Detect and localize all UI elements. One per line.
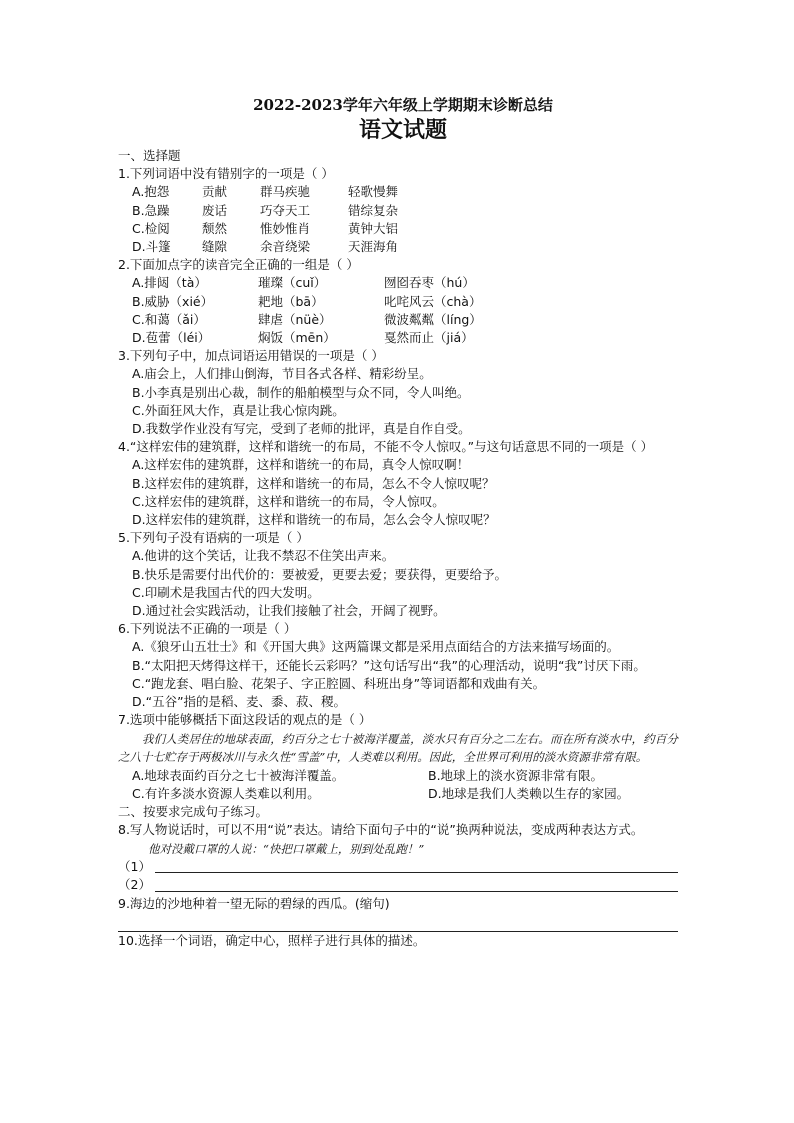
exam-title: 2022-2023学年六年级上学期期末诊断总结 [253,96,553,114]
option-word: 惟妙惟肖 [260,220,311,236]
option-pinyin: C.和蔼（ǎi） [132,311,206,327]
option-word: 缝隙 [202,239,228,255]
option-row-cd [118,785,678,803]
option-a: A.《狼牙山五壮士》和《开国大典》这两篇课文都是采用点面结合的方法来描写场面的。 [132,639,620,655]
question-3 [118,347,678,438]
option-word: C.检阅 [132,220,170,236]
option-row-c [118,220,678,238]
option-row-a [118,183,678,201]
question-8 [118,821,678,894]
question-stem: 10.选择一个词语，确定中心，照样子进行具体的描述。 [118,932,426,948]
answer-rule[interactable] [155,878,678,892]
answer-rule[interactable] [118,913,678,932]
option-row-c [118,311,678,329]
option-pinyin: D.苞蕾（léi） [132,330,211,346]
option-pinyin: 肆虐（nüè） [258,311,332,327]
option-a: A.庙会上，人们排山倒海，节目各式各样、精彩纷呈。 [132,366,432,382]
option-c: C.有许多淡水资源人类难以利用。 [132,785,320,801]
option-d: D.地球是我们人类赖以生存的家园。 [428,785,630,801]
option-d: D.通过社会实践活动，让我们接触了社会，开阔了视野。 [132,603,446,619]
option-row-b [118,293,678,311]
option-d: D.这样宏伟的建筑群，这样和谐统一的布局，怎么会令人惊叹呢？ [132,512,496,528]
option-pinyin: 焖饭（mēn） [258,330,336,346]
option-d: D.“五谷”指的是稻、麦、黍、菽、稷。 [132,694,347,710]
option-word: 天涯海角 [348,239,399,255]
question-6 [118,620,678,711]
option-a: A.这样宏伟的建筑群，这样和谐统一的布局，真令人惊叹啊！ [132,457,470,473]
option-pinyin: 璀璨（cuǐ） [258,275,327,291]
option-row-a [118,274,678,292]
option-pinyin: 耙地（bā） [258,293,324,309]
option-word: 巧夺天工 [260,202,311,218]
section-heading-2: 二、按要求完成句子练习。 [118,804,269,820]
option-word: D.斗篷 [132,239,171,255]
example-sentence: 他对没戴口罩的人说：“快把口罩戴上，别到处乱跑！” [148,841,425,856]
option-word: A.抱怨 [132,184,170,200]
option-pinyin: A.排闼（tà） [132,275,207,291]
option-a: A.他讲的这个笑话，让我不禁忍不住笑出声来。 [132,548,395,564]
option-word: 轻歌慢舞 [348,184,399,200]
question-stem: 2.下面加点字的读音完全正确的一组是（ ） [118,257,359,273]
option-word: B.急躁 [132,202,170,218]
option-d: D.我数学作业没有写完，受到了老师的批评，真是自作自受。 [132,421,471,437]
option-a: A.地球表面约百分之七十被海洋覆盖。 [132,767,345,783]
answer-rule[interactable] [155,859,678,873]
question-stem: 9.海边的沙地种着一望无际的碧绿的西瓜。(缩句) [118,895,390,911]
option-pinyin: 微波粼粼（líng） [384,311,482,327]
option-row-d [118,238,678,256]
option-b: B.“太阳把天烤得这样干，还能长云彩吗？”这句话写出“我”的心理活动，说明“我”讨厌下雨。 [132,657,646,673]
answer-label: （2） [118,877,151,893]
question-stem: 5.下列句子没有语病的一项是（ ） [118,530,309,546]
option-word: 废话 [202,202,228,218]
question-4 [118,438,678,529]
exam-subject: 语文试题 [358,117,447,143]
option-pinyin: 叱咤风云（chà） [384,293,482,309]
option-word: 余音绕梁 [260,239,311,255]
option-c: C.这样宏伟的建筑群，这样和谐统一的布局，令人惊叹。 [132,493,445,509]
option-c: C.外面狂风大作，真是让我心惊肉跳。 [132,402,345,418]
option-row-ab [118,767,678,785]
question-7 [118,711,678,803]
option-pinyin: B.威胁（xié） [132,293,214,309]
exam-page [118,96,678,950]
question-stem: 7.选项中能够概括下面这段话的观点的是（ ） [118,712,372,728]
answer-line-1[interactable] [118,858,678,876]
question-stem: 4.“这样宏伟的建筑群，这样和谐统一的布局，不能不令人惊叹。”与这句话意思不同的一项是（ ） [118,439,654,455]
question-2 [118,256,678,347]
option-pinyin: 戛然而止（jiá） [384,330,474,346]
option-row-b [118,202,678,220]
option-b: B.快乐是需要付出代价的：要被爱，更要去爱；要获得，更要给予。 [132,566,508,582]
question-stem: 3.下列句子中，加点词语运用错误的一项是（ ） [118,348,384,364]
option-b: B.这样宏伟的建筑群，这样和谐统一的布局，怎么不令人惊叹呢？ [132,475,495,491]
question-5 [118,529,678,620]
option-word: 贡献 [202,184,228,200]
option-word: 群马疾驰 [260,184,311,200]
option-b: B.小李真是别出心裁，制作的船舶模型与众不同，令人叫绝。 [132,384,470,400]
option-c: C.印刷术是我国古代的四大发明。 [132,584,320,600]
option-b: B.地球上的淡水资源非常有限。 [428,767,604,783]
option-pinyin: 囫囵吞枣（hú） [384,275,475,291]
option-c: C.“跑龙套、唱白脸、花架子、字正腔圆、科班出身”等词语都和戏曲有关。 [132,675,546,691]
option-word: 颓然 [202,220,228,236]
question-9 [118,895,678,932]
section-heading-1: 一、选择题 [118,148,181,163]
question-10 [118,932,678,950]
question-stem: 1.下列词语中没有错别字的一项是（ ） [118,166,334,182]
option-word: 黄钟大铝 [348,220,399,236]
option-word: 错综复杂 [348,202,399,218]
reading-passage: 我们人类居住的地球表面，约百分之七十被海洋覆盖，淡水只有百分之二左右。而在所有淡水中，约百分之八十七贮存于两极冰川与永久性“雪盖”中，人类难以利用。因此，全世界可利用的淡水资源非常有限。 [118,731,678,765]
option-row-d [118,329,678,347]
question-stem: 8.写人物说话时，可以不用“说”表达。请给下面句子中的“说”换两种说法，变成两种表达方式。 [118,822,644,838]
question-stem: 6.下列说法不正确的一项是（ ） [118,621,297,637]
question-1 [118,165,678,256]
answer-line-2[interactable] [118,876,678,894]
answer-label: （1） [118,859,151,875]
